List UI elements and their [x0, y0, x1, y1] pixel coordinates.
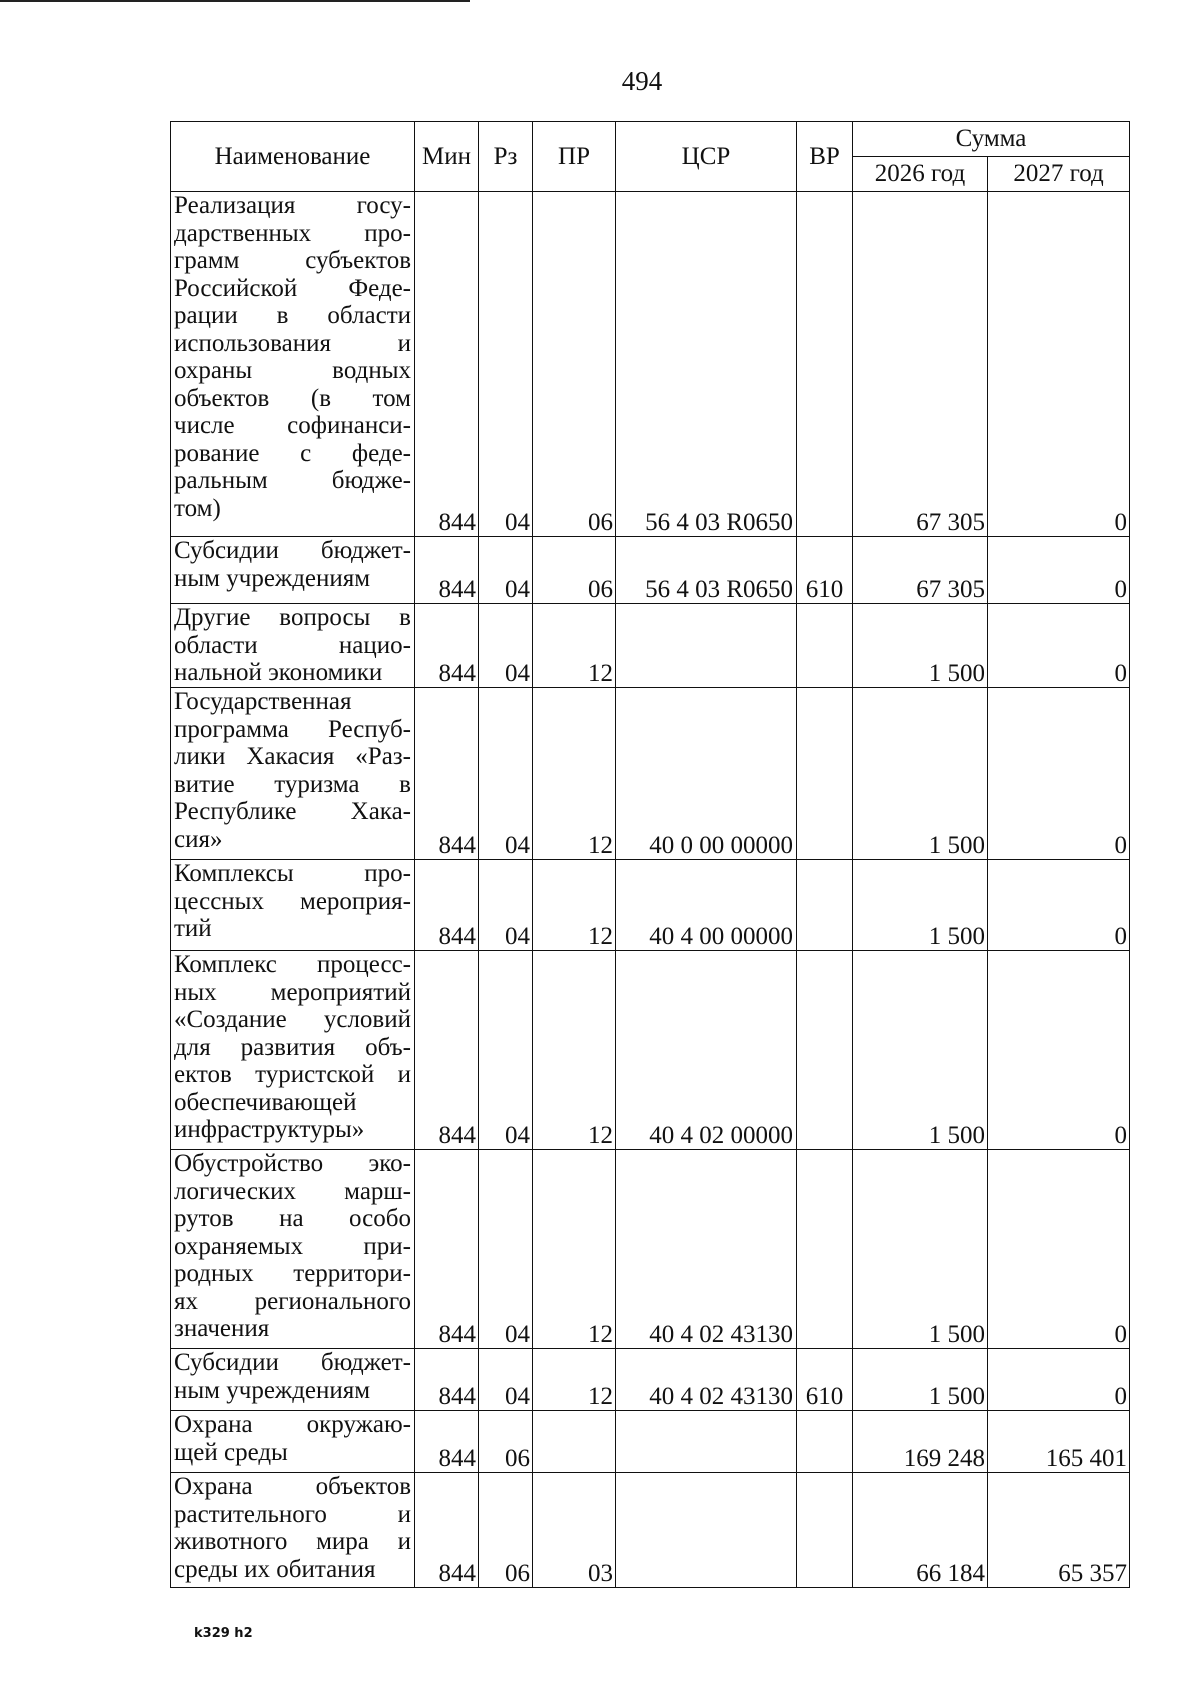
name-line: ным учреждениям	[174, 1376, 371, 1404]
name-line: Другие вопросы в	[174, 604, 411, 631]
cell-sum-2026: 66 184	[853, 1473, 988, 1588]
name-line: рование с феде-	[174, 439, 411, 467]
cell-name	[171, 604, 415, 688]
cell-rz: 04	[479, 951, 533, 1150]
name-line: охраны водных	[174, 357, 411, 384]
cell-name	[171, 1349, 415, 1411]
name-line: обеспечивающей	[174, 1088, 357, 1116]
name-line: растительного и	[174, 1500, 411, 1528]
cell-sum-2026: 1 500	[853, 604, 988, 688]
cell-name	[171, 951, 415, 1150]
cell-min: 844	[415, 192, 479, 537]
cell-min: 844	[415, 604, 479, 688]
cell-vr	[797, 688, 853, 860]
name-line: объектов (в том	[174, 384, 411, 412]
cell-name	[171, 1473, 415, 1588]
cell-sum-2026: 1 500	[853, 860, 988, 951]
name-line: грамм субъектов	[174, 247, 411, 274]
cell-vr	[797, 604, 853, 688]
name-line: среды их обитания	[174, 1555, 376, 1583]
name-line: щей среды	[174, 1438, 288, 1466]
name-line: нальной экономики	[174, 659, 383, 686]
cell-sum-2027: 0	[988, 688, 1130, 860]
cell-sum-2026: 67 305	[853, 537, 988, 604]
table-row	[171, 688, 1130, 860]
cell-sum-2027: 0	[988, 1150, 1130, 1349]
cell-name	[171, 1150, 415, 1349]
cell-csr: 56 4 03 R0650	[616, 192, 797, 537]
table-row	[171, 1411, 1130, 1473]
cell-sum-2026: 1 500	[853, 951, 988, 1150]
cell-name	[171, 537, 415, 604]
cell-min: 844	[415, 1349, 479, 1411]
name-line: Республике Хака-	[174, 798, 411, 825]
cell-pr	[533, 1411, 616, 1473]
cell-sum-2026: 1 500	[853, 1150, 988, 1349]
name-line: программа Респуб-	[174, 715, 411, 743]
header-sum: Сумма	[853, 122, 1130, 157]
cell-vr	[797, 1473, 853, 1588]
name-line: числе софинанси-	[174, 412, 411, 439]
name-line: витие туризма в	[174, 770, 411, 798]
name-line: животного мира и	[174, 1528, 411, 1555]
name-line: ях регионального	[174, 1287, 411, 1315]
header-pr: ПР	[533, 122, 616, 192]
cell-rz: 04	[479, 688, 533, 860]
cell-csr: 40 4 02 43130	[616, 1349, 797, 1411]
header-rz: Рз	[479, 122, 533, 192]
name-line: Субсидии бюджет-	[174, 1349, 411, 1376]
name-line: Реализация госу-	[174, 192, 411, 219]
name-line: для развития объ-	[174, 1033, 411, 1061]
header-vr: ВР	[797, 122, 853, 192]
cell-min: 844	[415, 1411, 479, 1473]
name-line: использования и	[174, 329, 411, 357]
cell-name	[171, 192, 415, 537]
cell-pr: 12	[533, 860, 616, 951]
cell-sum-2027: 65 357	[988, 1473, 1130, 1588]
name-line: ных мероприятий	[174, 978, 411, 1006]
cell-rz: 04	[479, 1349, 533, 1411]
page-number: 494	[621, 66, 663, 96]
cell-csr	[616, 1411, 797, 1473]
cell-sum-2026: 67 305	[853, 192, 988, 537]
cell-name	[171, 1411, 415, 1473]
cell-sum-2027: 0	[988, 537, 1130, 604]
name-line: рации в области	[174, 302, 411, 329]
cell-csr: 40 4 02 00000	[616, 951, 797, 1150]
cell-sum-2027: 0	[988, 1349, 1130, 1411]
name-line: «Создание условий	[174, 1006, 411, 1033]
cell-pr: 12	[533, 1150, 616, 1349]
budget-table	[170, 121, 1130, 1588]
cell-csr: 40 4 02 43130	[616, 1150, 797, 1349]
cell-csr: 40 4 00 00000	[616, 860, 797, 951]
cell-vr	[797, 860, 853, 951]
name-line: ектов туристской и	[174, 1061, 411, 1088]
name-line: ральным бюдже-	[174, 467, 411, 494]
cell-name	[171, 688, 415, 860]
table-row	[171, 860, 1130, 951]
cell-min: 844	[415, 537, 479, 604]
name-line: области нацио-	[174, 631, 411, 659]
footer-code: k329 h2	[194, 1626, 253, 1641]
name-line: сия»	[174, 825, 223, 853]
name-line: цессных мероприя-	[174, 887, 411, 915]
cell-vr	[797, 1411, 853, 1473]
cell-pr: 12	[533, 1349, 616, 1411]
cell-vr	[797, 951, 853, 1150]
cell-csr	[616, 604, 797, 688]
table-row	[171, 1349, 1130, 1411]
name-line: ным учреждениям	[174, 564, 371, 592]
cell-min: 844	[415, 951, 479, 1150]
cell-pr: 06	[533, 192, 616, 537]
table-row	[171, 951, 1130, 1150]
cell-vr	[797, 1150, 853, 1349]
scan-edge-line	[0, 0, 470, 2]
name-line: охраняемых при-	[174, 1232, 411, 1260]
cell-sum-2026: 1 500	[853, 688, 988, 860]
cell-sum-2027: 165 401	[988, 1411, 1130, 1473]
cell-pr: 06	[533, 537, 616, 604]
name-line: родных территори-	[174, 1260, 411, 1287]
cell-name	[171, 860, 415, 951]
table-header	[171, 122, 1130, 192]
table-row	[171, 1150, 1130, 1349]
cell-min: 844	[415, 1150, 479, 1349]
cell-pr: 12	[533, 688, 616, 860]
name-line: Охрана объектов	[174, 1473, 411, 1500]
name-line: Охрана окружаю-	[174, 1411, 411, 1438]
cell-csr	[616, 1473, 797, 1588]
name-line: инфраструктуры»	[174, 1116, 365, 1143]
cell-rz: 04	[479, 1150, 533, 1349]
cell-rz: 04	[479, 860, 533, 951]
cell-sum-2027: 0	[988, 951, 1130, 1150]
cell-sum-2026: 1 500	[853, 1349, 988, 1411]
cell-rz: 04	[479, 192, 533, 537]
header-csr: ЦСР	[616, 122, 797, 192]
cell-vr	[797, 192, 853, 537]
cell-vr: 610	[797, 537, 853, 604]
header-year-2027: 2027 год	[988, 157, 1130, 192]
name-line: Субсидии бюджет-	[174, 537, 411, 564]
name-line: Комплекс процесс-	[174, 951, 411, 978]
name-line: значения	[174, 1315, 270, 1342]
cell-min: 844	[415, 860, 479, 951]
name-line: Российской Феде-	[174, 274, 411, 302]
name-line: рутов на особо	[174, 1205, 411, 1232]
name-line: Обустройство эко-	[174, 1150, 411, 1177]
cell-pr: 03	[533, 1473, 616, 1588]
cell-rz: 06	[479, 1473, 533, 1588]
name-line: лики Хакасия «Раз-	[174, 743, 411, 770]
table-row	[171, 192, 1130, 537]
cell-pr: 12	[533, 604, 616, 688]
header-min: Мин	[415, 122, 479, 192]
cell-rz: 06	[479, 1411, 533, 1473]
cell-csr: 56 4 03 R0650	[616, 537, 797, 604]
name-line: том)	[174, 494, 221, 522]
cell-rz: 04	[479, 537, 533, 604]
cell-sum-2027: 0	[988, 604, 1130, 688]
name-line: Комплексы про-	[174, 860, 411, 887]
table-row	[171, 604, 1130, 688]
cell-sum-2026: 169 248	[853, 1411, 988, 1473]
name-line: логических марш-	[174, 1177, 411, 1205]
name-line: Государственная	[174, 688, 352, 715]
table-row	[171, 537, 1130, 604]
cell-min: 844	[415, 1473, 479, 1588]
header-year-2026: 2026 год	[853, 157, 988, 192]
cell-min: 844	[415, 688, 479, 860]
table-body	[171, 192, 1130, 1588]
cell-csr: 40 0 00 00000	[616, 688, 797, 860]
cell-vr: 610	[797, 1349, 853, 1411]
cell-sum-2027: 0	[988, 192, 1130, 537]
cell-pr: 12	[533, 951, 616, 1150]
table-row	[171, 1473, 1130, 1588]
header-name: Наименование	[171, 122, 415, 192]
cell-rz: 04	[479, 604, 533, 688]
cell-sum-2027: 0	[988, 860, 1130, 951]
name-line: дарственных про-	[174, 219, 411, 247]
name-line: тий	[174, 915, 212, 942]
